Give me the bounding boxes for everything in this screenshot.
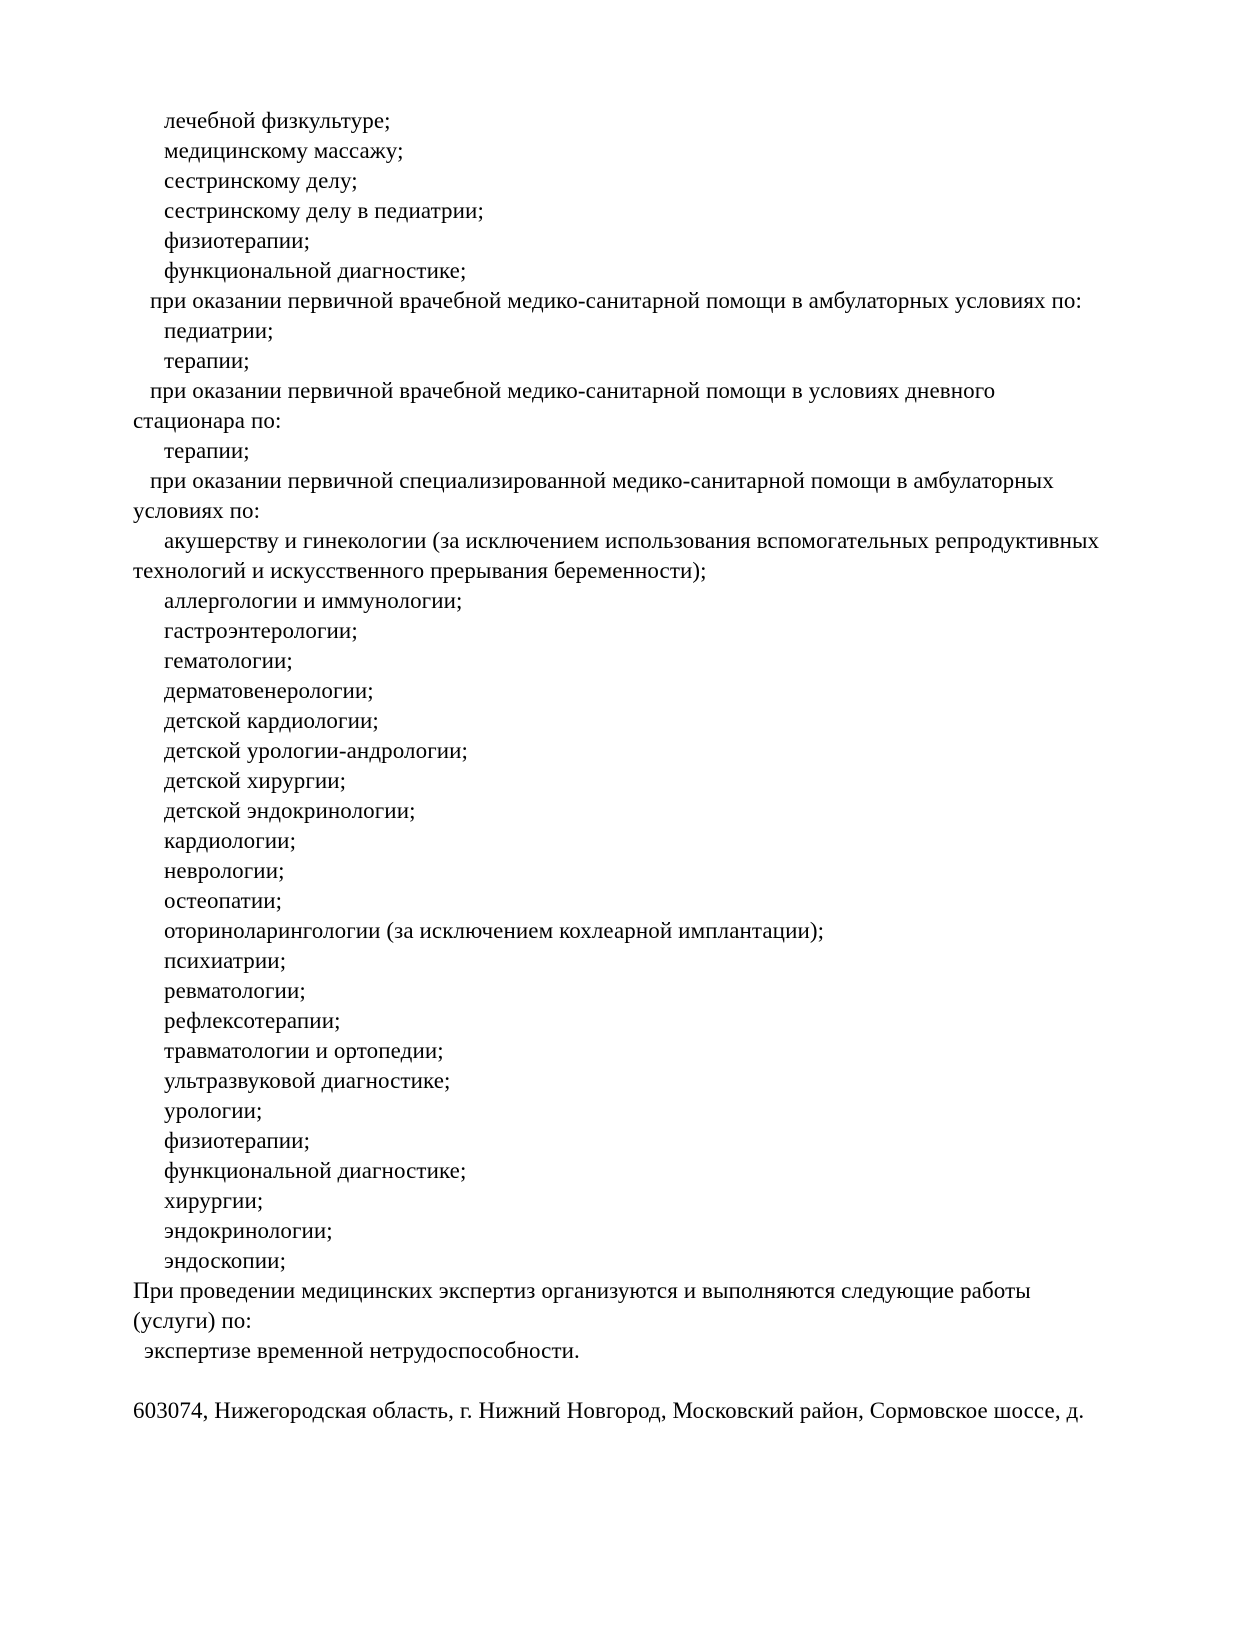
text-line: стационара по: — [133, 408, 282, 433]
text-line: дерматовенерологии; — [164, 678, 374, 703]
text-line: детской эндокринологии; — [164, 798, 416, 823]
text-line: сестринскому делу; — [164, 168, 358, 193]
text-line: гематологии; — [164, 648, 293, 673]
text-line: аллергологии и иммунологии; — [164, 588, 463, 613]
text-line: при оказании первичной врачебной медико-санитарной помощи в амбулаторных условиях по: — [150, 288, 1082, 313]
text-line: остеопатии; — [164, 888, 283, 913]
text-line: функциональной диагностике; — [164, 258, 467, 283]
text-line: лечебной физкультуре; — [164, 108, 391, 133]
text-line: терапии; — [164, 438, 250, 463]
text-line: физиотерапии; — [164, 228, 311, 253]
text-line: оториноларингологии (за исключением кохлеарной имплантации); — [164, 918, 825, 943]
text-line: акушерству и гинекологии (за исключением использования вспомогательных репродуктивных — [164, 528, 1100, 553]
document-body — [133, 106, 1223, 1426]
text-line: условиях по: — [133, 498, 261, 523]
document-lines — [133, 106, 1223, 1366]
text-line: рефлексотерапии; — [164, 1008, 341, 1033]
text-line: функциональной диагностике; — [164, 1158, 467, 1183]
text-line: урологии; — [164, 1098, 263, 1123]
text-line: неврологии; — [164, 858, 285, 883]
text-line: детской урологии-андрологии; — [164, 738, 469, 763]
text-line: ревматологии; — [164, 978, 306, 1003]
text-line: сестринскому делу в педиатрии; — [164, 198, 484, 223]
text-line: при оказании первичной врачебной медико-санитарной помощи в условиях дневного — [150, 378, 996, 403]
text-line: при оказании первичной специализированной медико-санитарной помощи в амбулаторных — [150, 468, 1054, 493]
text-line: технологий и искусственного прерывания беременности); — [133, 558, 707, 583]
text-line: медицинскому массажу; — [164, 138, 404, 163]
text-line: травматологии и ортопедии; — [164, 1038, 444, 1063]
text-line: детской кардиологии; — [164, 708, 379, 733]
text-line: экспертизе временной нетрудоспособности. — [144, 1338, 580, 1363]
text-line: терапии; — [164, 348, 250, 373]
text-line: (услуги) по: — [133, 1308, 252, 1333]
text-line: гастроэнтерологии; — [164, 618, 358, 643]
text-line: физиотерапии; — [164, 1128, 311, 1153]
text-line: При проведении медицинских экспертиз организуются и выполняются следующие работы — [133, 1278, 1031, 1303]
text-line: хирургии; — [164, 1188, 264, 1213]
text-line: эндокринологии; — [164, 1218, 333, 1243]
text-line: психиатрии; — [164, 948, 287, 973]
text-line: кардиологии; — [164, 828, 297, 853]
address-line: 603074, Нижегородская область, г. Нижний Новгород, Московский район, Сормовское шоссе, д. — [133, 1398, 1085, 1423]
text-line: эндоскопии; — [164, 1248, 287, 1273]
text-line: детской хирургии; — [164, 768, 347, 793]
text-line: педиатрии; — [164, 318, 274, 343]
text-line: ультразвуковой диагностике; — [164, 1068, 451, 1093]
